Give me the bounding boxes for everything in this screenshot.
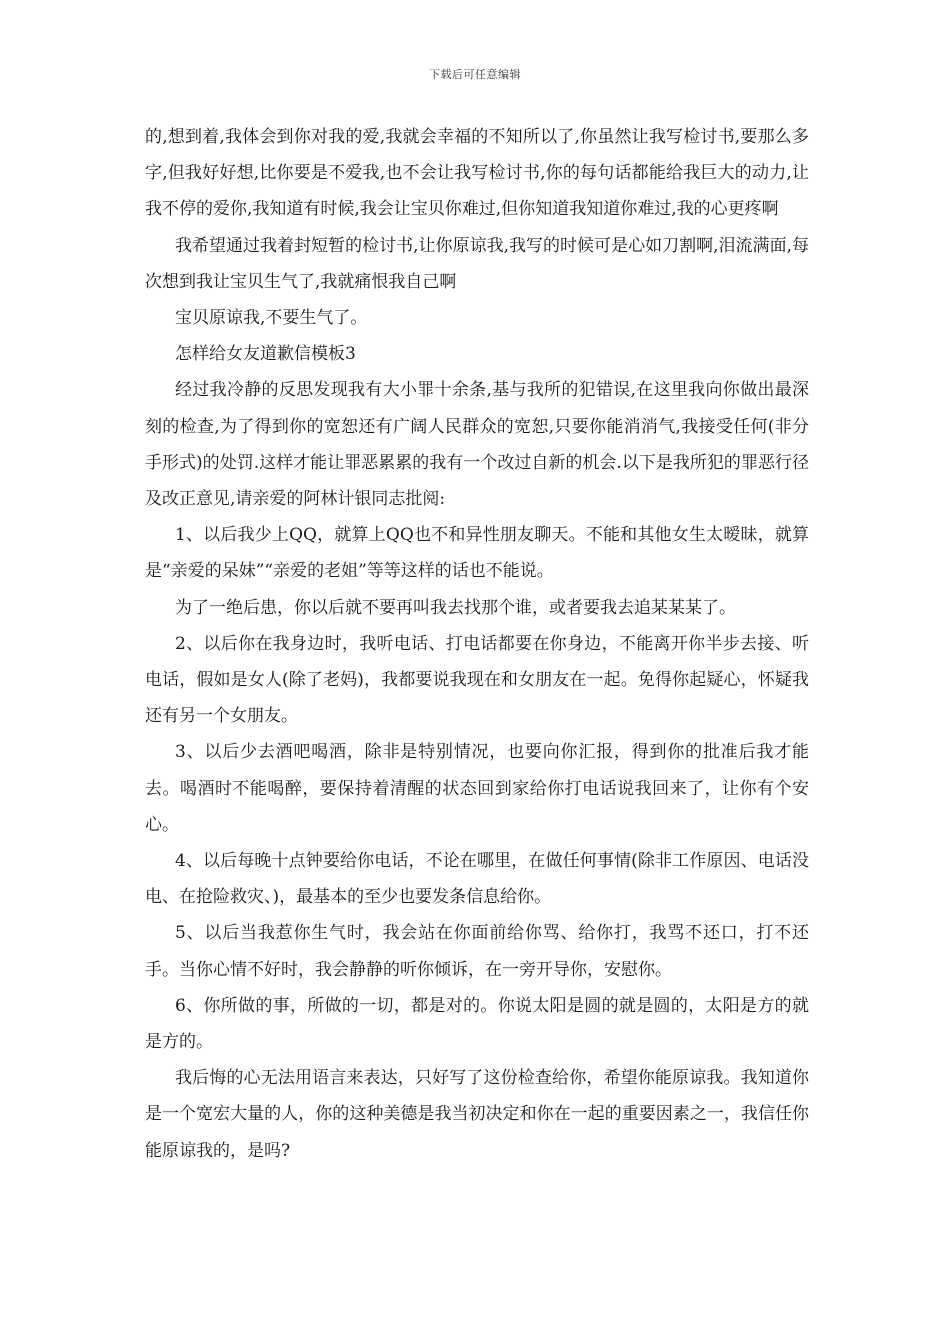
list-item: 3、以后少去酒吧喝酒，除非是特别情况，也要向你汇报，得到你的批准后我才能去。喝酒时不能喝醉，要保持着清醒的状态回到家给你打电话说我回来了，让你有个安心。 <box>145 742 809 835</box>
paragraph: 我希望通过我着封短暂的检讨书,让你原谅我,我写的时候可是心如刀割啊,泪流满面,每次想到我让宝贝生气了,我就痛恨我自己啊 <box>145 235 809 292</box>
paragraph: 经过我冷静的反思发现我有大小罪十余条,基与我所的犯错误,在这里我向你做出最深刻的检查,为了得到你的宽恕还有广阔人民群众的宽恕,只要你能消消气,我接受任何(非分手形式)的处罚.这样才能让罪恶累累的我有一个改过自新的机会.以下是我所犯的罪恶行径及改正意见,请亲爱的阿林计银同志批阅: <box>145 380 809 510</box>
list-item: 6、你所做的事，所做的一切，都是对的。你说太阳是圆的就是圆的，太阳是方的就是方的。 <box>145 995 809 1053</box>
list-item: 4、以后每晚十点钟要给你电话，不论在哪里，在做任何事情(除非工作原因、电话没电、在抢险救灾、)，最基本的至少也要发条信息给你。 <box>145 851 809 908</box>
list-item: 5、以后当我惹你生气时，我会站在你面前给你骂、给你打，我骂不还口，打不还手。当你心情不好时，我会静静的听你倾诉，在一旁开导你，安慰你。 <box>145 923 809 980</box>
list-item: 1、以后我少上QQ，就算上QQ也不和异性朋友聊天。不能和其他女生太暧昧，就算是“亲爱的呆妹”“亲爱的老姐”等等这样的话也不能说。 <box>145 525 809 582</box>
paragraph: 为了一绝后患，你以后就不要再叫我去找那个谁，或者要我去追某某某了。 <box>175 597 736 618</box>
list-item: 2、以后你在我身边时，我听电话、打电话都要在你身边，不能离开你半步去接、听电话，假如是女人(除了老妈)，我都要说我现在和女朋友在一起。免得你起疑心，怀疑我还有另一个女朋友。 <box>145 633 809 727</box>
page-header: 下载后可任意编辑 <box>429 68 521 81</box>
paragraph: 我后悔的心无法用语言来表达，只好写了这份检查给你，希望你能原谅我。我知道你是一个宽宏大量的人，你的这种美德是我当初决定和你在一起的重要因素之一，我信任你能原谅我的，是吗? <box>145 1068 809 1161</box>
paragraph: 的,想到着,我体会到你对我的爱,我就会幸福的不知所以了,你虽然让我写检讨书,要那么多字,但我好好想,比你要是不爱我,也不会让我写检讨书,你的每句话都能给我巨大的动力,让我不停的爱你,我知道有时候,我会让宝贝你难过,但你知道我知道你难过,我的心更疼啊 <box>145 127 809 220</box>
document-body <box>145 119 809 1169</box>
paragraph: 宝贝原谅我,不要生气了。 <box>175 308 368 329</box>
section-heading: 怎样给女友道歉信模板3 <box>175 344 356 365</box>
